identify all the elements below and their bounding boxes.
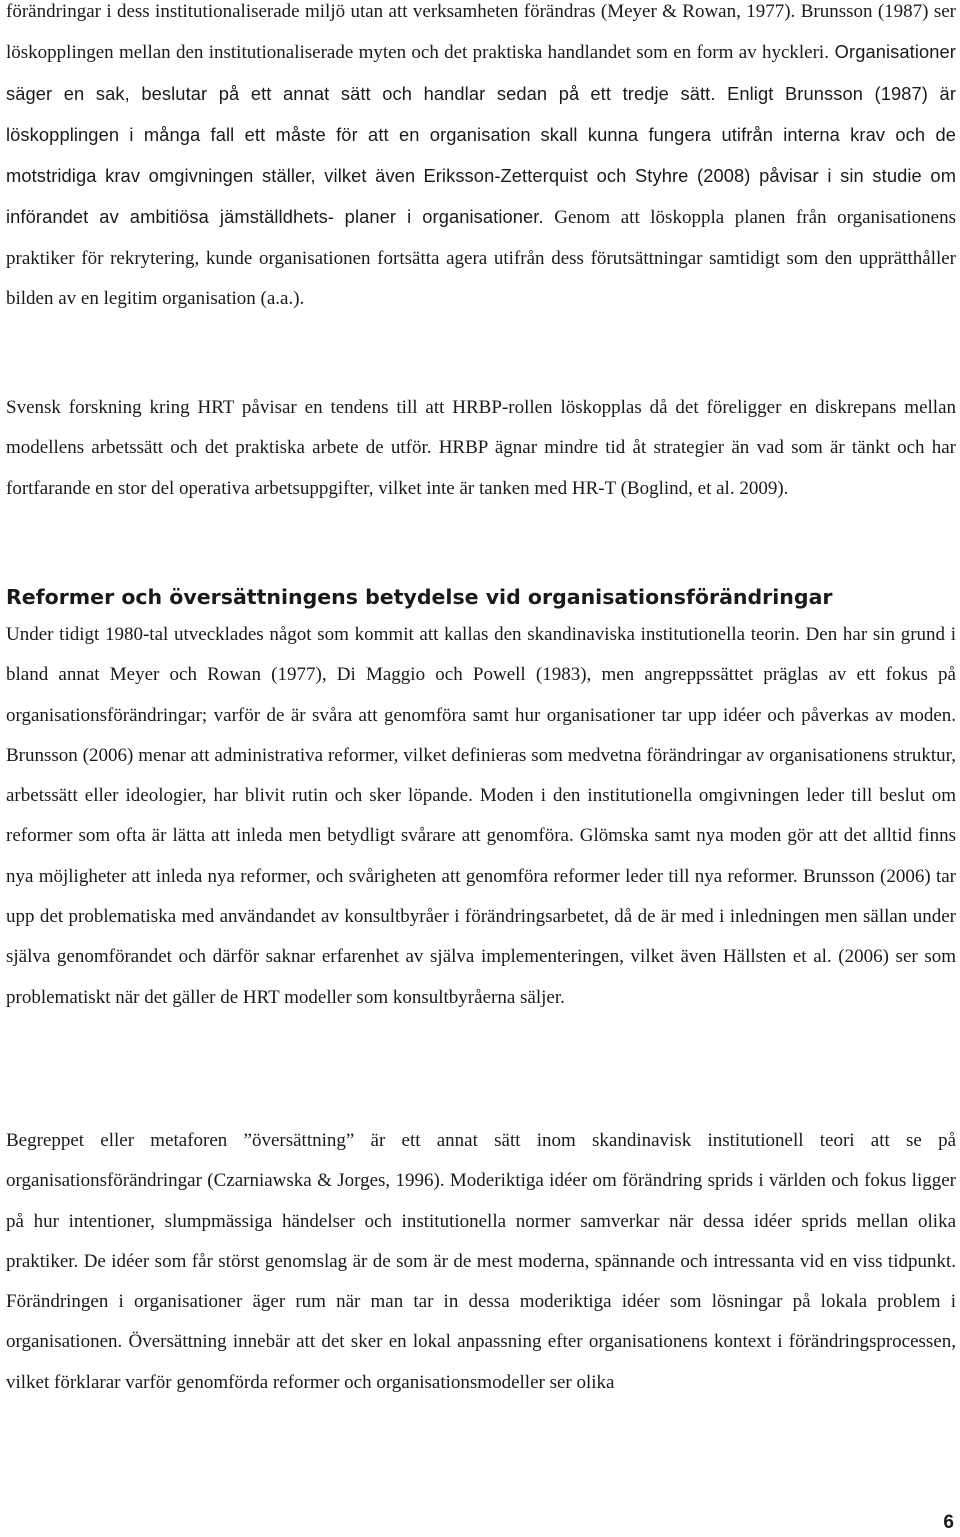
- text-line: förändringsprocessen, vilket förklarar varför genomförda reformer och organisationsmodeller ser olika: [6, 1331, 957, 1393]
- text-line: kunde organisationen fortsätta agera utifrån dess förutsättningar samtidigt som den upprätthåller: [205, 247, 957, 269]
- text-line: Under tidigt 1980-tal utvecklades något som kommit att kallas den skandinaviska institutionella teorin.: [6, 624, 800, 645]
- text-line: reformer leder till nya reformer. Brunsson (2006) tar upp det problematiska med användandet av: [6, 865, 956, 928]
- text-line: och därför saknar erfarenhet av själva implementeringen, vilket även Hällsten et al. (2006) ser som: [178, 946, 956, 968]
- paragraph-skandinavisk-teori: [6, 615, 956, 1018]
- text-line: moden gör att det alltid finns nya möjligheter att inleda nya reformer, och svårigheten att genomföra: [6, 825, 956, 887]
- text-line: Den har sin grund i bland annat Meyer och Rowan (1977), Di Maggio och Powell (1983), men: [6, 624, 957, 686]
- text-line-sans: Eriksson-Zetterquist och Styhre (2008) påvisar i sin studie om införandet av ambitiösa jämställdhets-: [6, 165, 957, 228]
- text-line-sans: Organisationer säger en sak, beslutar på ett annat sätt och handlar sedan på: [6, 41, 956, 104]
- text-line: konsultbyråer i förändringsarbetet, då de är med i inledningen men sällan under själva genomförandet: [6, 906, 956, 968]
- text-line: Genom att löskoppla planen från organisationens praktiker för rekrytering,: [6, 207, 956, 269]
- text-line: reformer, vilket definieras som medvetna förändringar av organisationens struktur, arbetssätt eller: [6, 744, 956, 807]
- text-line: angreppssättet präglas av ett fokus på organisationsförändringar; varför de är svåra att genomföra samt: [6, 664, 956, 726]
- text-line-sans: skall kunna fungera utifrån interna krav och de motstridiga krav omgivningen ställer, vilket även: [6, 123, 956, 187]
- text-line: strategier än vad som är tänkt och har fortfarande en stor del operativa arbetsuppgifter, vilket inte är: [6, 437, 957, 499]
- text-line: Svensk forskning kring HRT påvisar en tendens till att HRBP-rollen löskopplas då det föreligger en: [6, 397, 808, 418]
- text-line: Begreppet eller metaforen ”översättning” är ett annat sätt inom skandinavisk institutionell teori att se: [6, 1130, 922, 1151]
- text-line: hur organisationer tar upp idéer och påverkas av moden. Brunsson (2006) menar att administrativa: [6, 704, 957, 766]
- text-line: förändringar i dess institutionaliserade miljö utan att verksamheten förändras (Meyer & Rowan, 1977).: [6, 1, 796, 22]
- text-line: på organisationsförändringar (Czarniawska & Jorges, 1996). Moderiktiga idéer om förändring sprids i: [6, 1130, 957, 1192]
- page-number: 6: [943, 1512, 954, 1533]
- text-line-sans: planer i organisationer.: [344, 206, 544, 228]
- text-line: samverkar när dessa idéer sprids mellan olika praktiker. De idéer som får störst genomslag är de som: [6, 1210, 957, 1272]
- text-line-sans: Enligt Brunsson (1987) är löskopplingen i många fall ett måste för att en organisation: [6, 82, 957, 145]
- text-line: rum när man tar in dessa moderiktiga idéer som lösningar på lokala problem i organisationen.: [6, 1291, 957, 1353]
- text-line: är de mest moderna, spännande och intressanta vid en viss tidpunkt. Förändringen i organisationer äger: [6, 1250, 957, 1313]
- text-line: Brunsson (1987) ser löskopplingen mellan den institutionaliserade myten och det praktiska handlandet: [6, 1, 957, 64]
- text-line: som en form av hyckleri.: [636, 42, 829, 64]
- text-line: problematiskt när det gäller de HRT modeller som konsultbyråerna säljer.: [6, 986, 565, 1008]
- text-line: om reformer som ofta är lätta att inleda men betydligt svårare att genomföra. Glömska samt nya: [6, 785, 956, 847]
- text-line-sans: ett tredje sätt.: [590, 82, 716, 104]
- text-line: världen och fokus ligger på hur intentioner, slumpmässiga händelser och institutionella normer: [6, 1170, 956, 1232]
- text-line: Översättning innebär att det sker en lokal anpassning efter organisationens kontext i: [128, 1331, 783, 1353]
- text-line: bilden av en legitim organisation (a.a.).: [6, 288, 305, 310]
- text-line: diskrepans mellan modellens arbetssätt och det praktiska arbete de utför. HRBP ägnar mindre tid åt: [6, 397, 957, 459]
- text-line: tanken med HR-T (Boglind, et al. 2009).: [479, 477, 789, 499]
- text-line: ideologier, har blivit rutin och sker löpande. Moden i den institutionella omgivningen leder till beslut: [125, 785, 925, 807]
- paragraph-oversattning: [6, 1121, 956, 1403]
- section-heading: Reformer och översättningens betydelse vid organisationsförändringar: [6, 585, 833, 609]
- paragraph-loskoppling: [6, 0, 956, 319]
- paragraph-hrt-forskning: [6, 388, 956, 509]
